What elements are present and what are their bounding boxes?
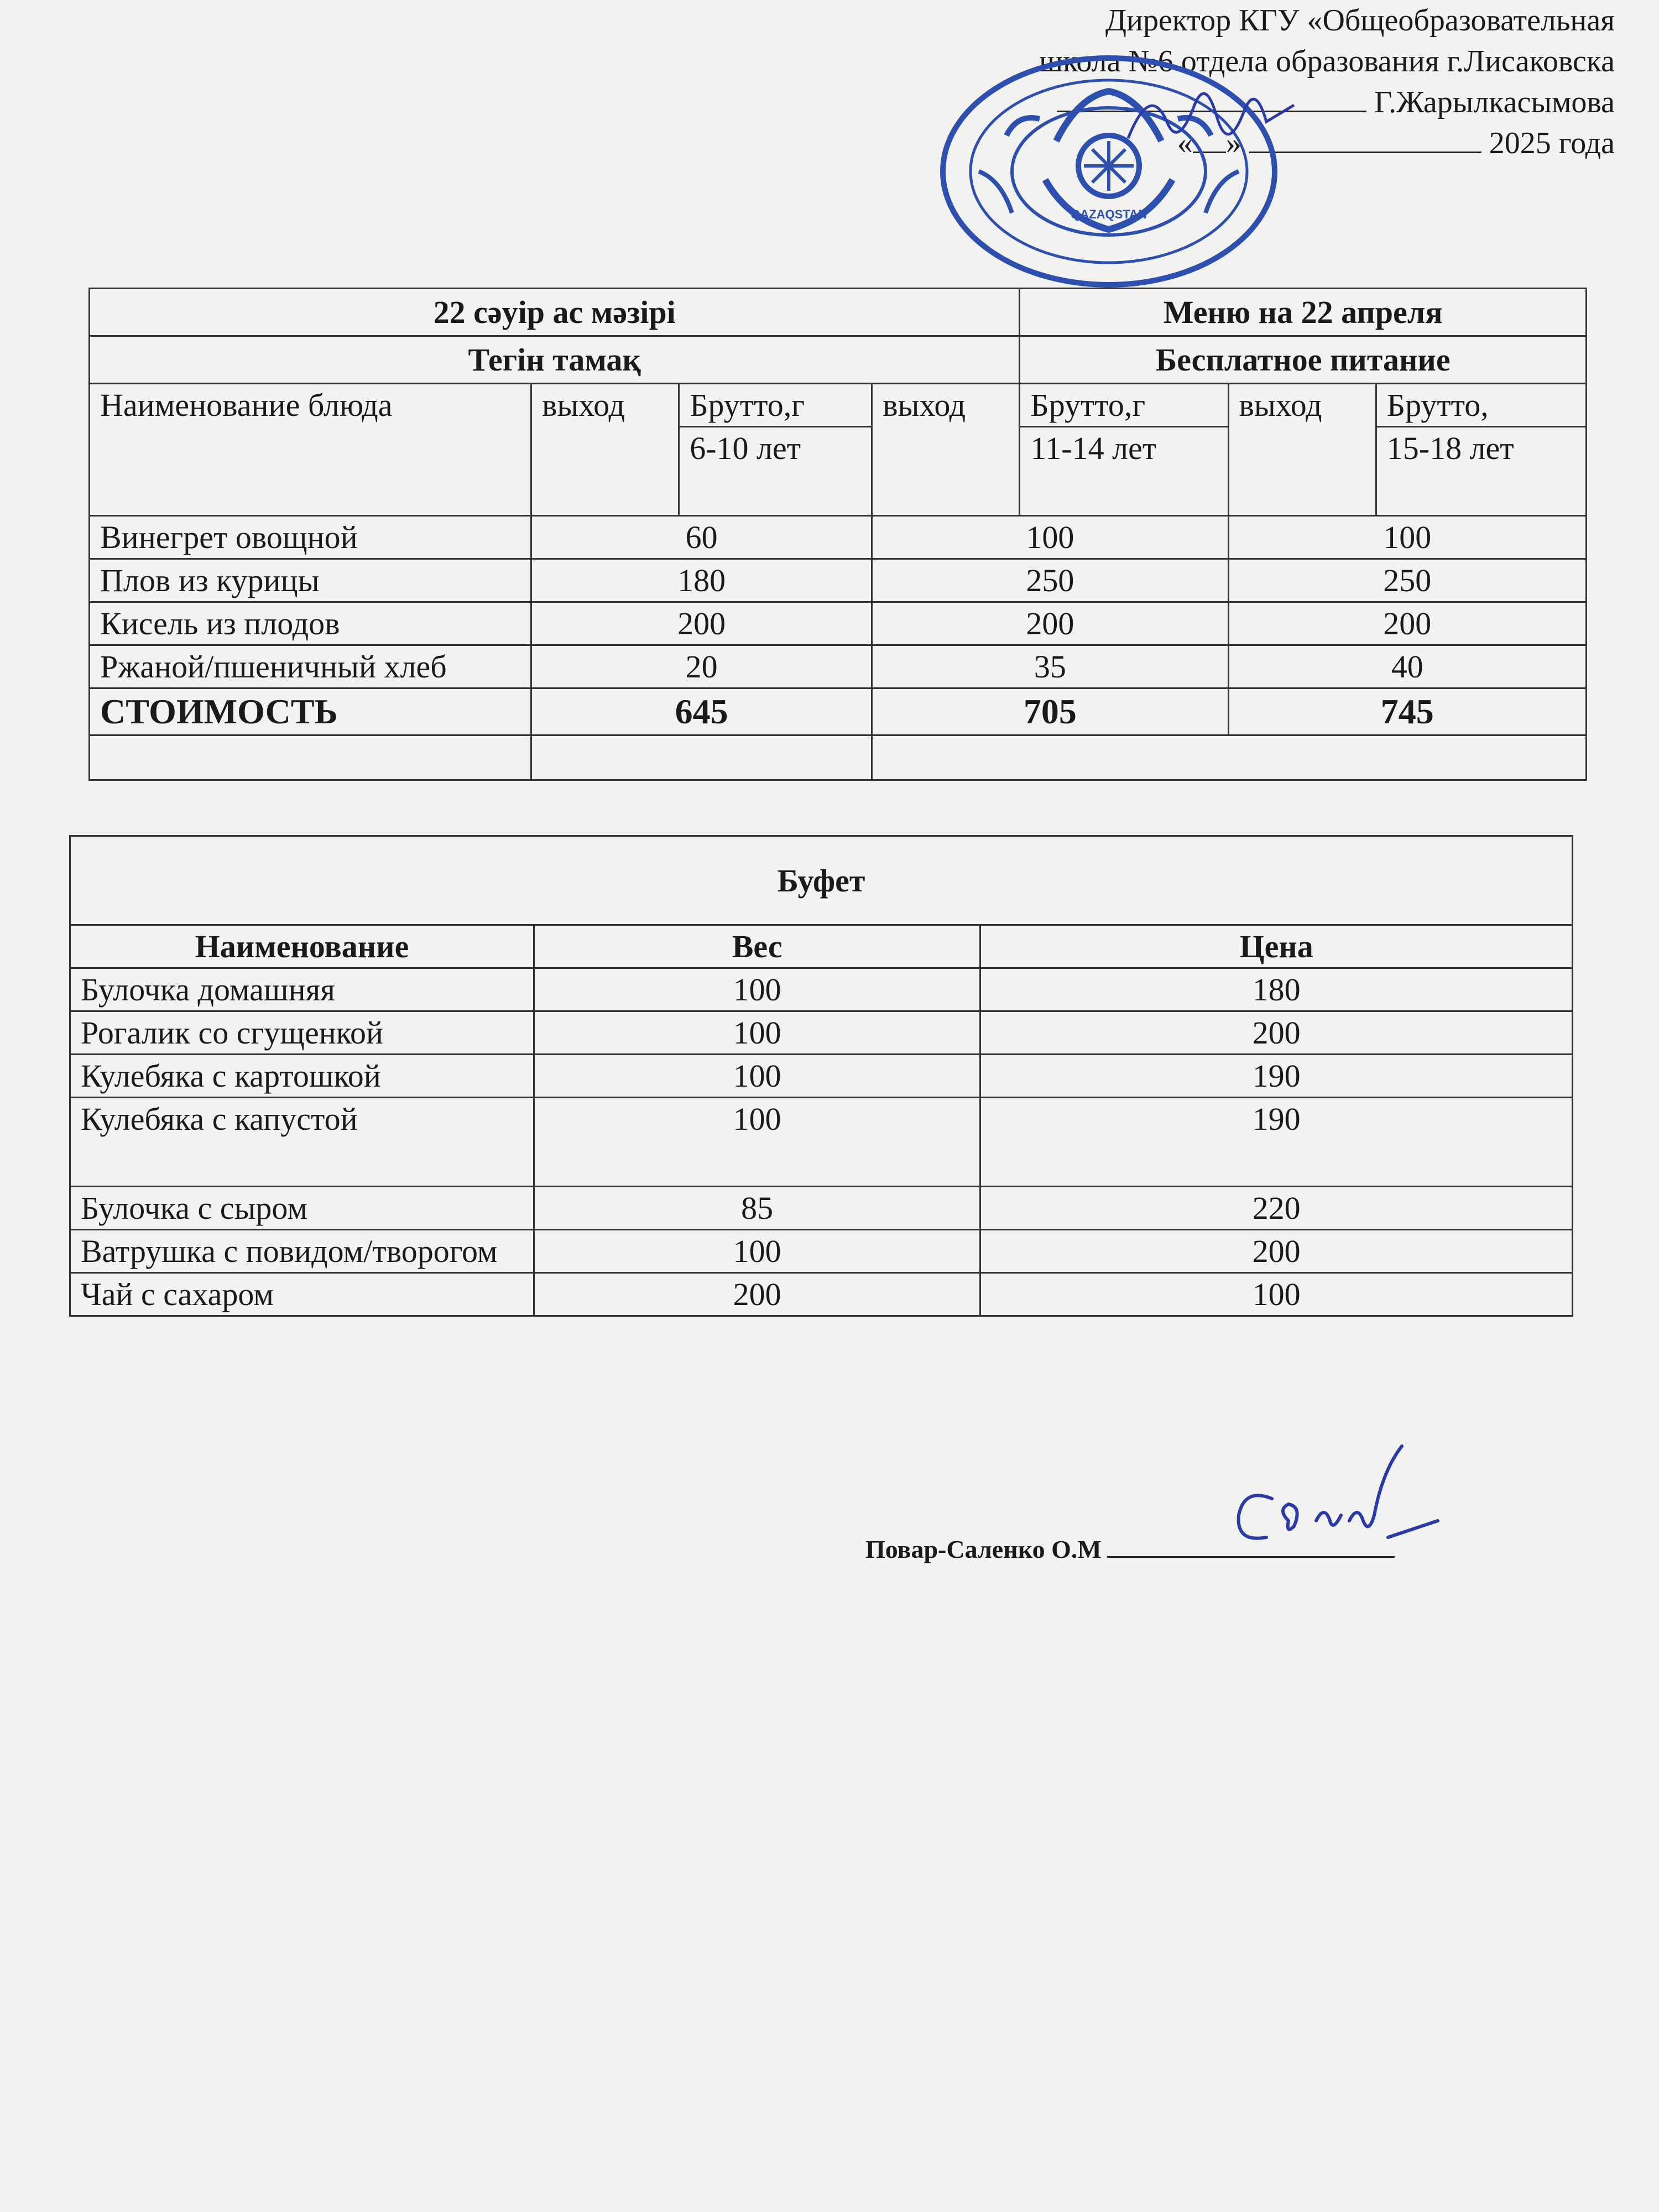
table-row (70, 1055, 1573, 1098)
header-output-3: выход (1228, 384, 1376, 516)
title-kz: 22 сәуір ас мәзірі (90, 289, 1020, 336)
item-weight: 100 (534, 1011, 980, 1055)
value-15-18: 200 (1228, 602, 1586, 645)
item-price: 180 (980, 968, 1573, 1011)
free-meal-header-row (90, 384, 1587, 427)
empty-cell (531, 735, 872, 780)
header-brutto-3: Брутто, (1376, 384, 1586, 427)
header-output-2: выход (872, 384, 1020, 516)
item-price: 220 (980, 1187, 1573, 1230)
director-name: Г.Жарылкасымова (1374, 85, 1615, 119)
value-15-18: 40 (1228, 645, 1586, 688)
header-dish-name: Наименование блюда (90, 384, 531, 516)
item-weight: 200 (534, 1273, 980, 1316)
item-name: Булочка домашняя (70, 968, 534, 1011)
item-name: Рогалик со сгущенкой (70, 1011, 534, 1055)
value-11-14: 250 (872, 559, 1228, 602)
item-name: Ватрушка с повидом/творогом (70, 1230, 534, 1273)
cook-label: Повар-Саленко О.М (865, 1535, 1102, 1563)
buffet-header-row (70, 925, 1573, 968)
date-year: 2025 года (1489, 126, 1615, 160)
header-brutto-1: Брутто,г (679, 384, 872, 427)
value-6-10: 20 (531, 645, 872, 688)
free-meal-subtitle-row (90, 336, 1587, 384)
item-price: 100 (980, 1273, 1573, 1316)
item-name: Кулебяка с картошкой (70, 1055, 534, 1098)
item-weight: 85 (534, 1187, 980, 1230)
dish-name: Ржаной/пшеничный хлеб (90, 645, 531, 688)
buffet-table (69, 835, 1573, 1317)
value-6-10: 180 (531, 559, 872, 602)
item-price: 190 (980, 1055, 1573, 1098)
item-weight: 100 (534, 968, 980, 1011)
approval-line-school: школа №6 отдела образования г.Лисаковска (1039, 44, 1615, 79)
item-weight: 100 (534, 1230, 980, 1273)
item-weight: 100 (534, 1055, 980, 1098)
header-price: Цена (980, 925, 1573, 968)
subtitle-kz: Тегін тамақ (90, 336, 1020, 384)
table-row (70, 1273, 1573, 1316)
item-name: Чай с сахаром (70, 1273, 534, 1316)
header-output-1: выход (531, 384, 679, 516)
item-weight: 100 (534, 1098, 980, 1187)
free-meal-table (88, 288, 1587, 781)
free-meal-title-row (90, 289, 1587, 336)
header-name: Наименование (70, 925, 534, 968)
dish-name: Плов из курицы (90, 559, 531, 602)
table-row (90, 602, 1587, 645)
header-weight: Вес (534, 925, 980, 968)
total-row (90, 688, 1587, 735)
header-age-2: 11-14 лет (1020, 427, 1228, 516)
value-15-18: 250 (1228, 559, 1586, 602)
value-6-10: 60 (531, 516, 872, 559)
value-11-14: 100 (872, 516, 1228, 559)
table-row (70, 1187, 1573, 1230)
item-name: Булочка с сыром (70, 1187, 534, 1230)
item-price: 200 (980, 1011, 1573, 1055)
value-6-10: 200 (531, 602, 872, 645)
table-row (70, 1098, 1573, 1187)
date-quote-close: » (1225, 126, 1241, 160)
table-row (90, 559, 1587, 602)
director-signature (1117, 72, 1305, 160)
total-11-14: 705 (872, 688, 1228, 735)
empty-cell (872, 735, 1587, 780)
empty-row (90, 735, 1587, 780)
header-age-3: 15-18 лет (1376, 427, 1586, 516)
table-row (70, 1011, 1573, 1055)
date-quote-open: « (1177, 126, 1193, 160)
total-label: СТОИМОСТЬ (90, 688, 531, 735)
value-15-18: 100 (1228, 516, 1586, 559)
total-15-18: 745 (1228, 688, 1586, 735)
item-price: 190 (980, 1098, 1573, 1187)
dish-name: Кисель из плодов (90, 602, 531, 645)
table-row (90, 645, 1587, 688)
approval-line-title: Директор КГУ «Общеобразовательная (1105, 3, 1615, 38)
table-row (70, 1230, 1573, 1273)
buffet-title: Буфет (70, 836, 1573, 925)
cook-signature (1206, 1438, 1449, 1559)
item-price: 200 (980, 1230, 1573, 1273)
table-row (70, 968, 1573, 1011)
header-age-1: 6-10 лет (679, 427, 872, 516)
total-6-10: 645 (531, 688, 872, 735)
item-name: Кулебяка с капустой (70, 1098, 534, 1187)
value-11-14: 200 (872, 602, 1228, 645)
dish-name: Винегрет овощной (90, 516, 531, 559)
header-brutto-2: Брутто,г (1020, 384, 1228, 427)
stamp-center-text: QAZAQSTAN (1071, 207, 1147, 221)
value-11-14: 35 (872, 645, 1228, 688)
empty-cell (90, 735, 531, 780)
title-ru: Меню на 22 апреля (1020, 289, 1587, 336)
table-row (90, 516, 1587, 559)
buffet-title-row (70, 836, 1573, 925)
subtitle-ru: Бесплатное питание (1020, 336, 1587, 384)
